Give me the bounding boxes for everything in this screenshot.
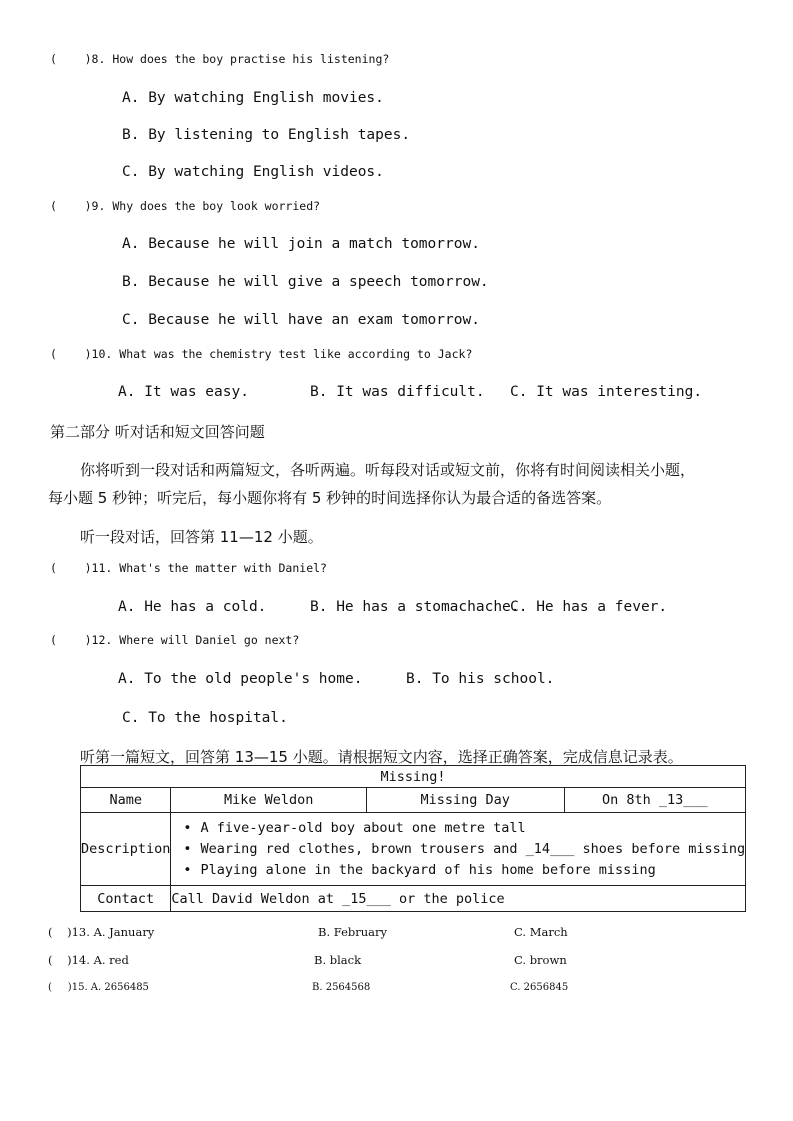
- name-value: Mike Weldon: [171, 788, 367, 813]
- q14-option-b: B. black: [314, 953, 362, 967]
- description-item: • A five-year-old boy about one metre tall: [183, 818, 745, 839]
- description-item: • Wearing red clothes, brown trousers and _14___ shoes before missing: [183, 839, 745, 860]
- q12-option-b: B. To his school.: [406, 671, 555, 687]
- contact-value: Call David Weldon at _15___ or the police: [171, 886, 746, 912]
- question-14: ( )14. A. red: [48, 953, 129, 967]
- question-8: ( )8. How does the boy practise his listening?: [50, 52, 390, 66]
- q8-option-a: A. By watching English movies.: [122, 90, 384, 106]
- missing-day-value: On 8th _13___: [564, 788, 746, 813]
- q10-option-b: B. It was difficult.: [310, 384, 485, 400]
- q11-option-a: A. He has a cold.: [118, 599, 267, 615]
- question-9: ( )9. Why does the boy look worried?: [50, 199, 321, 213]
- question-15: ( )15. A. 2656485: [48, 982, 149, 993]
- q10-option-c: C. It was interesting.: [510, 384, 703, 400]
- description-cell: [171, 813, 746, 886]
- description-label: Description: [81, 813, 171, 886]
- description-item: • Playing alone in the backyard of his home before missing: [183, 860, 745, 881]
- q9-option-c: C. Because he will have an exam tomorrow.: [122, 312, 480, 328]
- q15-option-b: B. 2564568: [312, 982, 371, 993]
- name-label: Name: [81, 788, 171, 813]
- question-11: ( )11. What's the matter with Daniel?: [50, 561, 327, 575]
- q10-option-a: A. It was easy.: [118, 384, 249, 400]
- q13-option-c: C. March: [514, 925, 568, 939]
- q8-option-b: B. By listening to English tapes.: [122, 127, 411, 143]
- q15-option-c: C. 2656845: [510, 982, 569, 993]
- q12-option-c: C. To the hospital.: [122, 710, 288, 726]
- q11-option-b: B. He has a stomachache.: [310, 599, 520, 615]
- q11-option-c: C. He has a fever.: [510, 599, 668, 615]
- question-12: ( )12. Where will Daniel go next?: [50, 633, 300, 647]
- part2-intro-line2: 每小题 5 秒钟；听完后，每小题你将有 5 秒钟的时间选择你认为最合适的备选答案。: [48, 489, 612, 507]
- question-10: ( )10. What was the chemistry test like according to Jack?: [50, 347, 473, 361]
- q8-option-c: C. By watching English videos.: [122, 164, 384, 180]
- missing-day-label: Missing Day: [366, 788, 564, 813]
- q12-option-a: A. To the old people's home.: [118, 671, 363, 687]
- passage-instruction: 听第一篇短文，回答第 13—15 小题。请根据短文内容，选择正确答案，完成信息记录表。: [80, 748, 683, 766]
- question-13: ( )13. A. January: [48, 925, 155, 939]
- contact-label: Contact: [81, 886, 171, 912]
- missing-info-table: [80, 765, 746, 912]
- dialogue-instruction: 听一段对话，回答第 11—12 小题。: [80, 528, 323, 546]
- q9-option-b: B. Because he will give a speech tomorrow.: [122, 274, 489, 290]
- part2-intro-line1: 你将听到一段对话和两篇短文，各听两遍。听每段对话或短文前，你将有时间阅读相关小题，: [80, 461, 696, 479]
- q9-option-a: A. Because he will join a match tomorrow.: [122, 236, 480, 252]
- q14-option-c: C. brown: [514, 953, 567, 967]
- q13-option-b: B. February: [318, 925, 388, 939]
- table-title: Missing!: [81, 766, 746, 788]
- part2-heading: 第二部分 听对话和短文回答问题: [50, 423, 265, 441]
